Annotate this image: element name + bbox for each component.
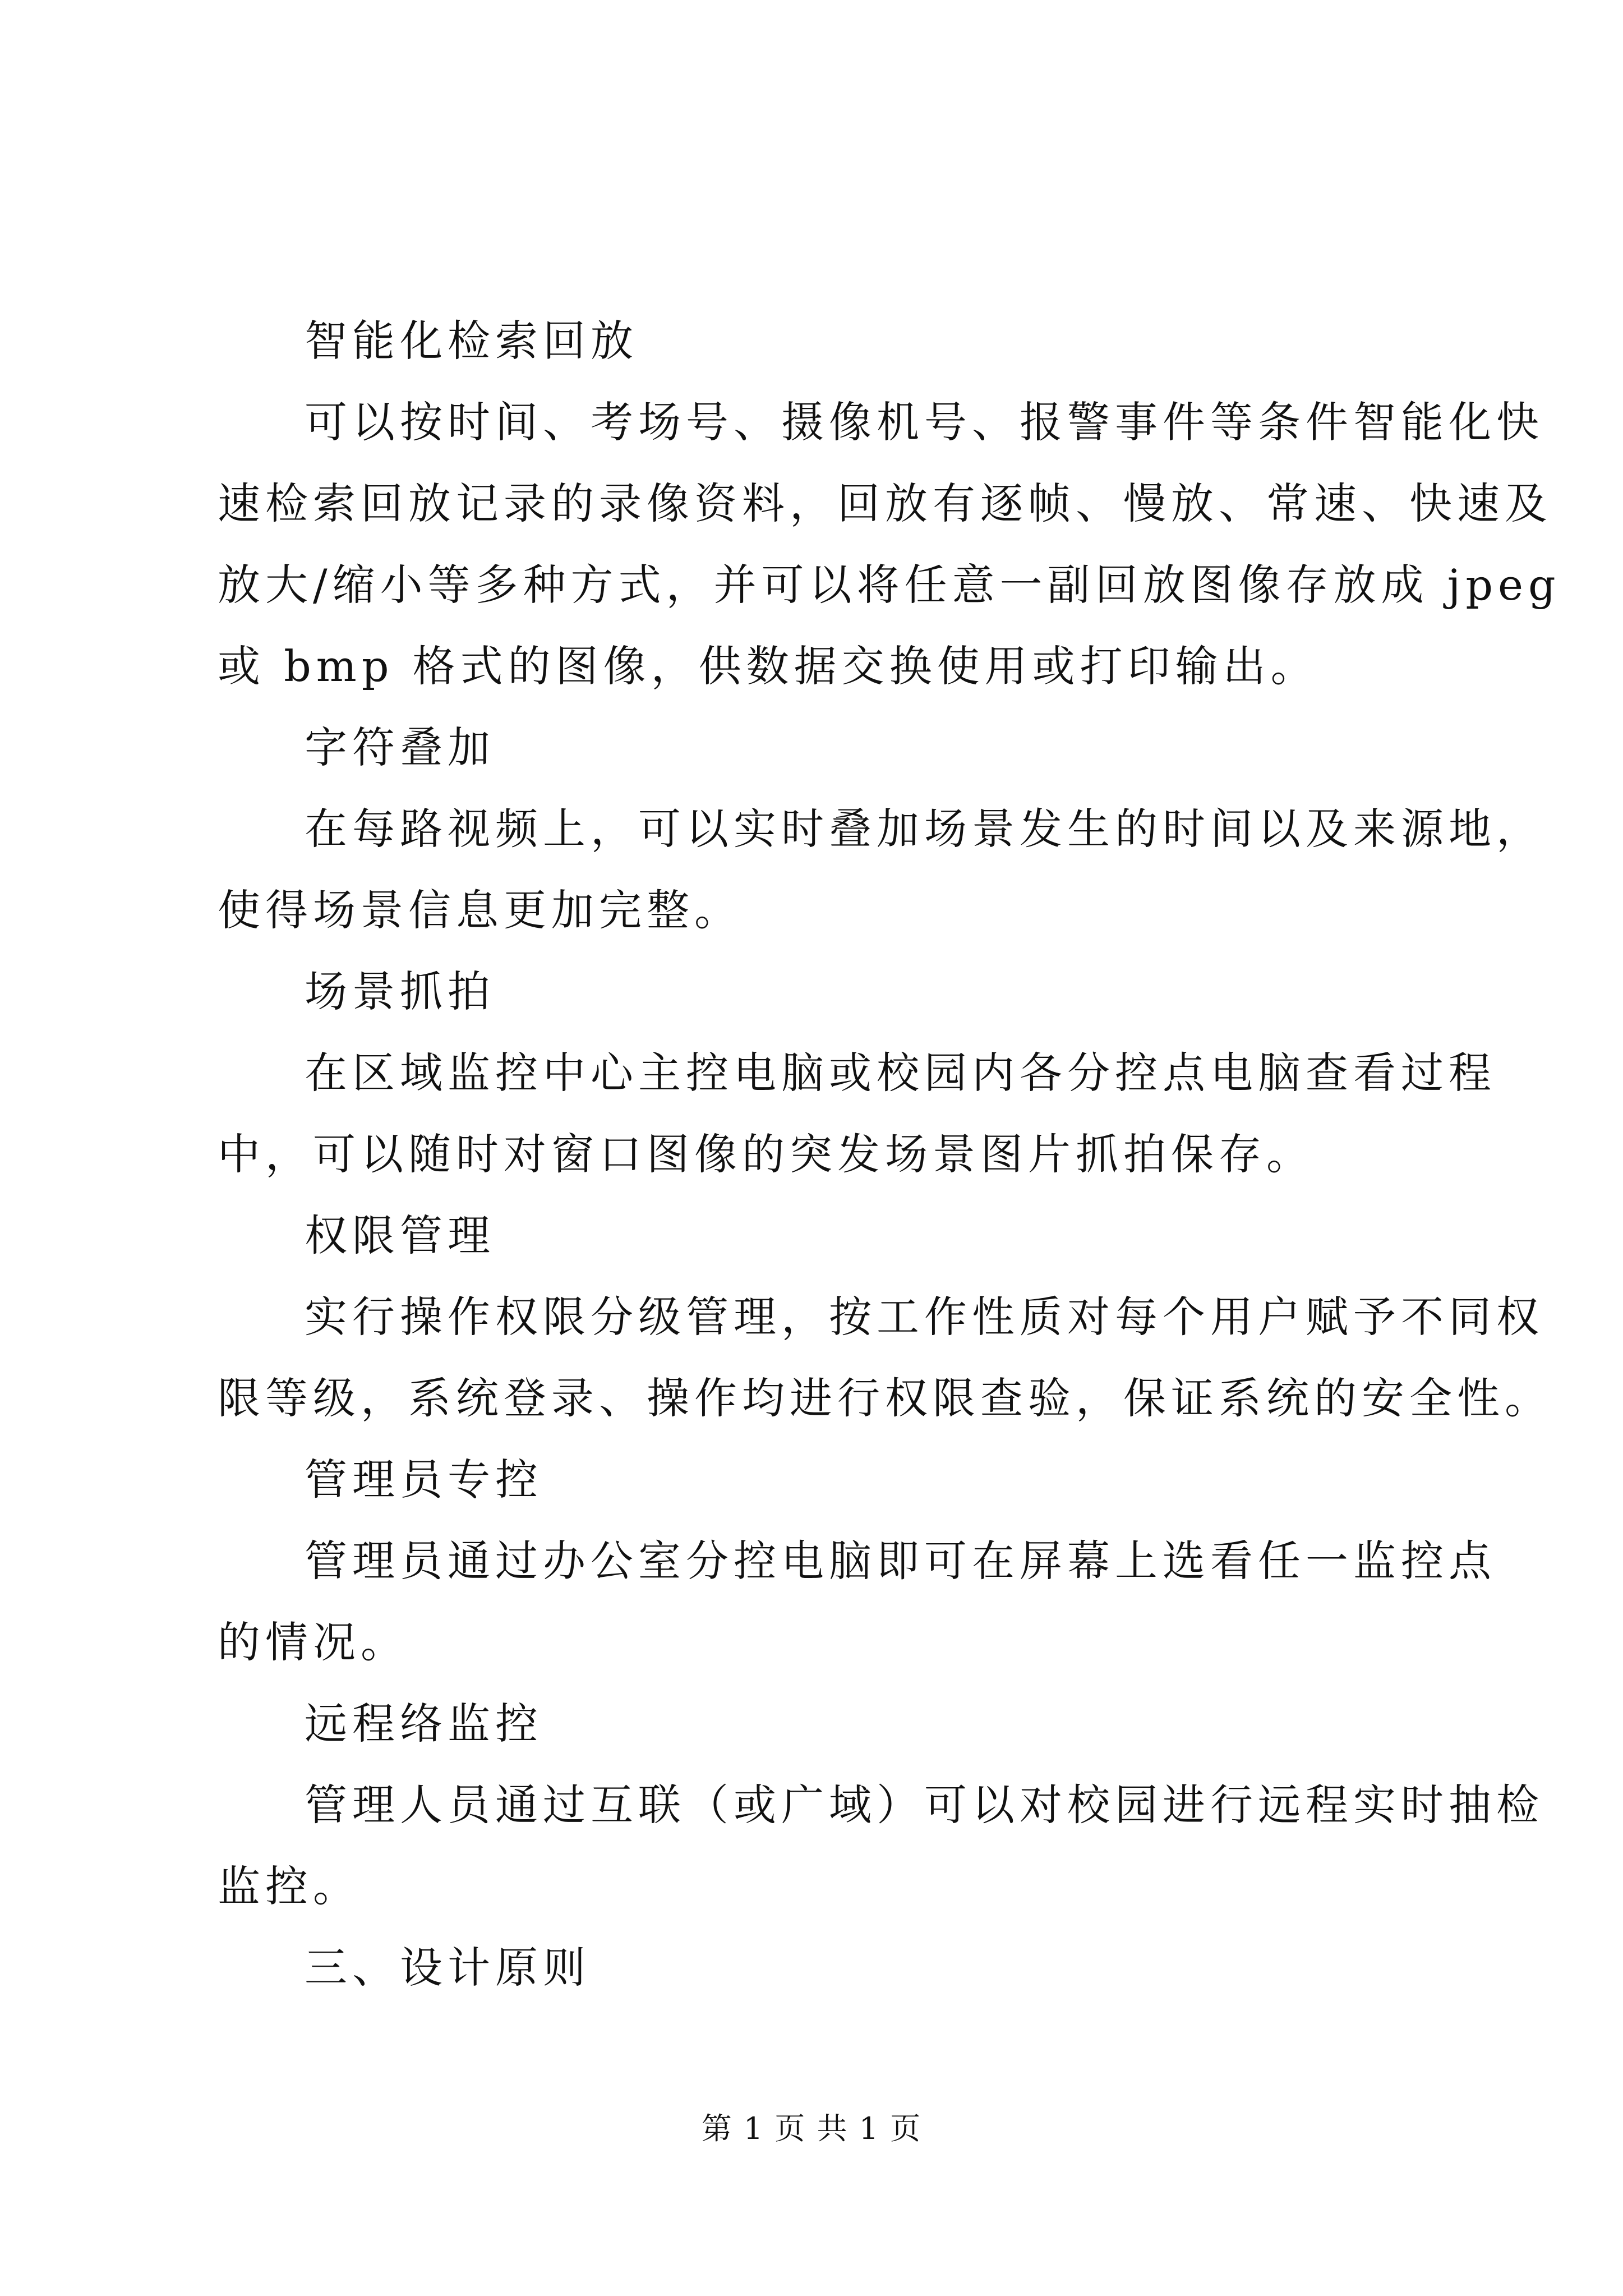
section-heading: 远程络监控 <box>305 1699 543 1749</box>
paragraph-line: 管理员通过办公室分控电脑即可在屏幕上选看任一监控点 <box>305 1536 1496 1586</box>
paragraph-line: 监控。 <box>218 1861 361 1911</box>
section-heading: 场景抓拍 <box>305 967 495 1016</box>
paragraph-line: 在区域监控中心主控电脑或校园内各分控点电脑查看过程 <box>305 1048 1496 1098</box>
paragraph-line: 限等级，系统登录、操作均进行权限查验，保证系统的安全性。 <box>218 1373 1552 1423</box>
section-heading: 管理员专控 <box>305 1455 543 1504</box>
section-heading: 三、设计原则 <box>305 1943 591 1993</box>
section-heading: 智能化检索回放 <box>305 316 638 366</box>
paragraph-line: 在每路视频上，可以实时叠加场景发生的时间以及来源地， <box>305 804 1544 854</box>
paragraph-line: 管理人员通过互联（或广域）可以对校园进行远程实时抽检 <box>305 1780 1544 1830</box>
page-footer: 第 1 页 共 1 页 <box>701 2111 922 2146</box>
section-heading: 权限管理 <box>305 1211 495 1260</box>
paragraph-line: 实行操作权限分级管理，按工作性质对每个用户赋予不同权 <box>305 1292 1544 1342</box>
section-heading: 字符叠加 <box>305 723 495 772</box>
paragraph-line: 中，可以随时对窗口图像的突发场景图片抓拍保存。 <box>218 1129 1314 1179</box>
paragraph-line: 放大/缩小等多种方式，并可以将任意一副回放图像存放成 jpeg <box>218 560 1561 610</box>
paragraph-line: 使得场景信息更加完整。 <box>218 885 742 935</box>
paragraph-line: 或 bmp 格式的图像，供数据交换使用或打印输出。 <box>218 641 1318 691</box>
document-body <box>218 300 1561 2008</box>
paragraph-line: 速检索回放记录的录像资料，回放有逐帧、慢放、常速、快速及 <box>218 478 1552 528</box>
paragraph-line: 的情况。 <box>218 1617 408 1667</box>
paragraph-line: 可以按时间、考场号、摄像机号、报警事件等条件智能化快 <box>305 397 1544 447</box>
